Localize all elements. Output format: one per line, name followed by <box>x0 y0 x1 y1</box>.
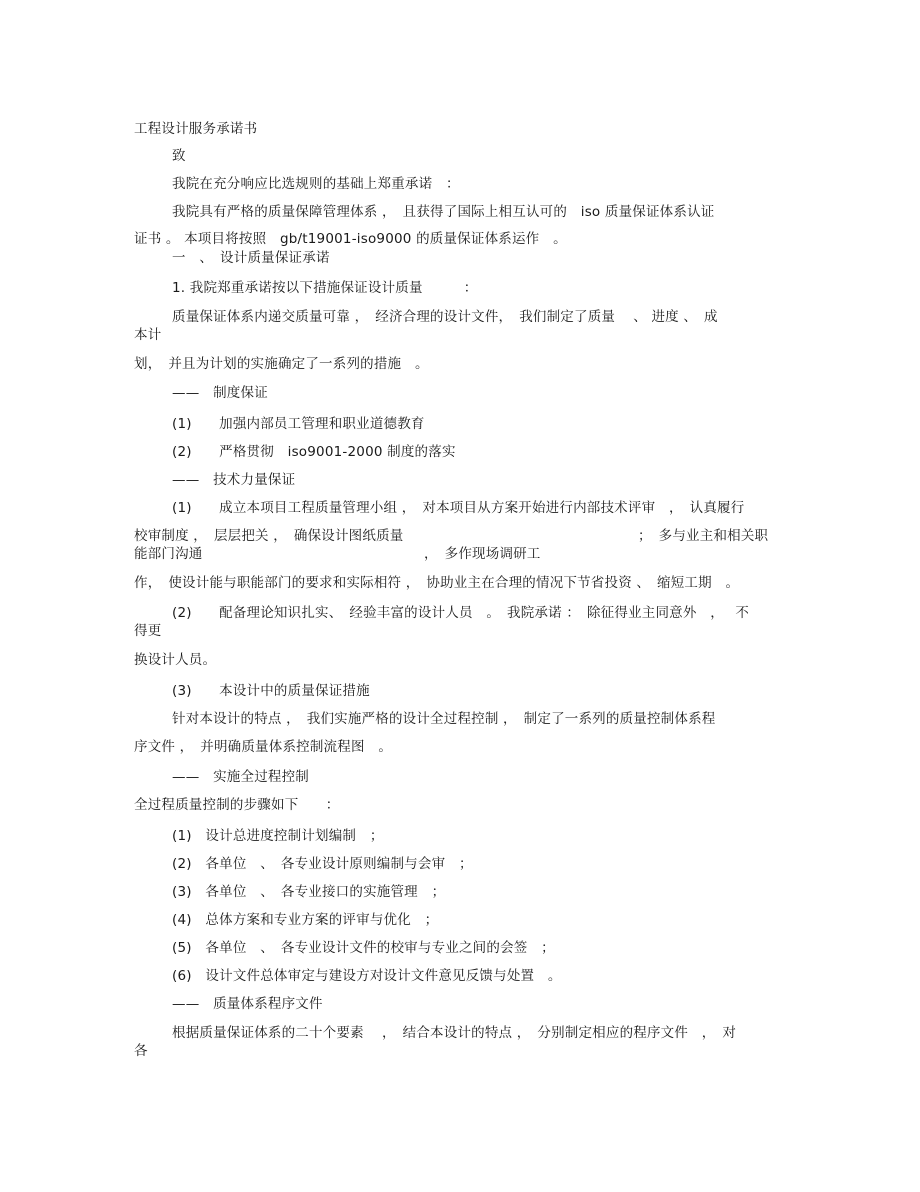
list-item: (2) 各单位 、 各专业设计原则编制与会审 ； <box>172 856 473 872</box>
list-item: (1) 加强内部员工管理和职业道德教育 <box>172 416 425 432</box>
text-line: 致 <box>172 148 186 164</box>
list-item: (1) 成立本项目工程质量管理小组 ， 对本项目从方案开始进行内部技术评审 ， 认真履行 <box>172 500 745 516</box>
text-line: 作， 使设计能与职能部门的要求和实际相符 ， 协助业主在合理的情况下节省投资 、 缩短工期 。 <box>134 575 740 591</box>
subsection-heading: —— 技术力量保证 <box>172 472 296 488</box>
text-line: ， 多作现场调研工 <box>424 546 541 562</box>
subsection-heading: —— 质量体系程序文件 <box>172 996 323 1012</box>
text-line: 换设计人员。 <box>134 652 217 668</box>
text-line: 证书 。 本项目将按照 gb/t19001-iso9000 的质量保证体系运作 。 <box>134 231 567 247</box>
text-line: 本计 <box>134 327 162 343</box>
document-title: 工程设计服务承诺书 <box>134 121 258 137</box>
section-heading: 一 、 设计质量保证承诺 <box>172 250 330 266</box>
list-item: (1) 设计总进度控制计划编制 ； <box>172 828 384 844</box>
subsection-heading: —— 实施全过程控制 <box>172 769 309 785</box>
list-item: (3) 本设计中的质量保证措施 <box>172 683 370 699</box>
list-item: (2) 配备理论知识扎实、 经验丰富的设计人员 。 我院承诺 ： 除征得业主同意外 ， 不 <box>172 605 750 621</box>
text-line: 各 <box>134 1043 148 1059</box>
list-item: (5) 各单位 、 各专业设计文件的校审与专业之间的会签 ； <box>172 940 555 956</box>
text-line: 我院具有严格的质量保障管理体系 ， 且获得了国际上相互认可的 iso 质量保证体系认证 <box>172 204 715 220</box>
list-item: (3) 各单位 、 各专业接口的实施管理 ； <box>172 884 446 900</box>
list-item: (4) 总体方案和专业方案的评审与优化 ； <box>172 912 439 928</box>
text-line: 校审制度 ， 层层把关 ， 确保设计图纸质量 <box>134 528 404 544</box>
text-line: 质量保证体系内递交质量可靠 ， 经济合理的设计文件， 我们制定了质量 、 进度 、 成 <box>172 309 718 325</box>
text-line: 针对本设计的特点 ， 我们实施严格的设计全过程控制 ， 制定了一系列的质量控制体系程 <box>172 711 716 727</box>
text-line: 划， 并且为计划的实施确定了一系列的措施 。 <box>134 356 429 372</box>
text-line: 根据质量保证体系的二十个要素 ， 结合本设计的特点 ， 分别制定相应的程序文件 ， 对 <box>172 1025 737 1041</box>
text-line: 得更 <box>134 623 162 639</box>
text-line: ； 多与业主和相关职 <box>638 528 769 544</box>
list-item: (6) 设计文件总体审定与建设方对设计文件意见反馈与处置 。 <box>172 968 562 984</box>
text-line: 全过程质量控制的步骤如下 ： <box>134 797 340 813</box>
list-item: (2) 严格贯彻 iso9001-2000 制度的落实 <box>172 444 456 460</box>
text-line: 1. 我院郑重承诺按以下措施保证设计质量 ： <box>172 280 478 296</box>
subsection-heading: —— 制度保证 <box>172 385 268 401</box>
text-line: 序文件 ， 并明确质量体系控制流程图 。 <box>134 739 393 755</box>
text-line: 我院在充分响应比选规则的基础上郑重承诺 ： <box>172 176 460 192</box>
text-line: 能部门沟通 <box>134 546 203 562</box>
